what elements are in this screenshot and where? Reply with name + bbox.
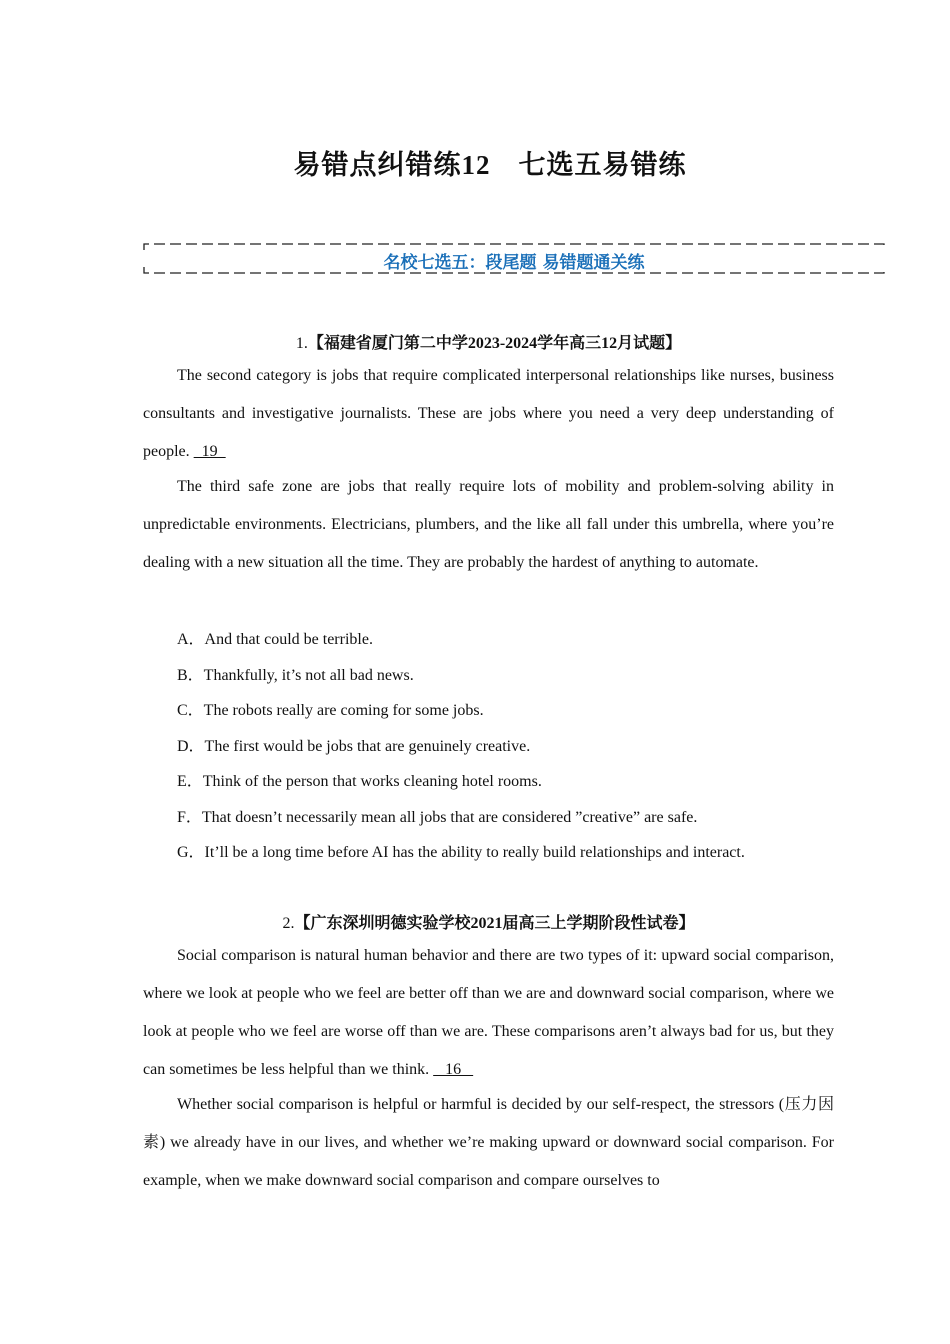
question-2-heading (143, 910, 834, 933)
question-1-paragraph-2: The third safe zone are jobs that really require lots of mobility and problem-solving ability in unpredictable environments. Electricians, plumbers, and the like all fall under this umbrella, where you’re dealing with a new situation all the time. They are probably the hardest of anything to automate. (143, 478, 834, 571)
question-2-source: 【广东深圳明德实验学校2021届高三上学期阶段性试卷】 (294, 915, 695, 932)
option-d: D．The first would be jobs that are genuinely creative. (177, 738, 531, 755)
option-c: C．The robots really are coming for some jobs. (177, 702, 484, 719)
option-a: A．And that could be terrible. (177, 631, 373, 648)
option-f: F．That doesn’t necessarily mean all jobs that are considered ”creative” are safe. (177, 809, 698, 826)
document-title: 易错点纠错练12 七选五易错练 (293, 150, 687, 180)
option-g: G．It’ll be a long time before AI has the ability to really build relationships and interact. (177, 844, 745, 861)
question-2-paragraph-1 (143, 937, 834, 1089)
option-b: B．Thankfully, it’s not all bad news. (177, 667, 414, 684)
option-e: E．Think of the person that works cleaning hotel rooms. (177, 773, 542, 790)
section-banner (143, 243, 885, 274)
paragraph-text: The second category is jobs that require complicated interpersonal relationships like nurses, business consultants and investigative journalists. These are jobs where you need a very deep understanding of people. (143, 367, 834, 460)
question-1-number: 1. (295, 335, 308, 352)
answer-blank-16: 16 (433, 1061, 474, 1078)
question-1-paragraph-1 (143, 357, 834, 471)
banner-text: 名校七选五：段尾题 易错题通关练 (383, 253, 645, 273)
question-1-source: 【福建省厦门第二中学2023-2024学年高三12月试题】 (307, 335, 682, 352)
answer-blank-19: 19 (193, 443, 226, 460)
paragraph-text: Social comparison is natural human behavior and there are two types of it: upward social comparison, where we look at people who we feel are better off than we are and downward social comparison, where we look at people who we feel are worse off than we are. These comparisons aren’t always bad for us, but they can sometimes be less helpful than we think. (143, 947, 834, 1078)
question-2-number: 2. (282, 915, 295, 932)
question-2-paragraph-2: Whether social comparison is helpful or harmful is decided by our self-respect, the stressors (压力因素) we already have in our lives, and whether we’re making upward or downward social comparison. For example, when we make downward social comparison and compare ourselves to (143, 1096, 834, 1189)
question-1-heading (143, 330, 834, 353)
